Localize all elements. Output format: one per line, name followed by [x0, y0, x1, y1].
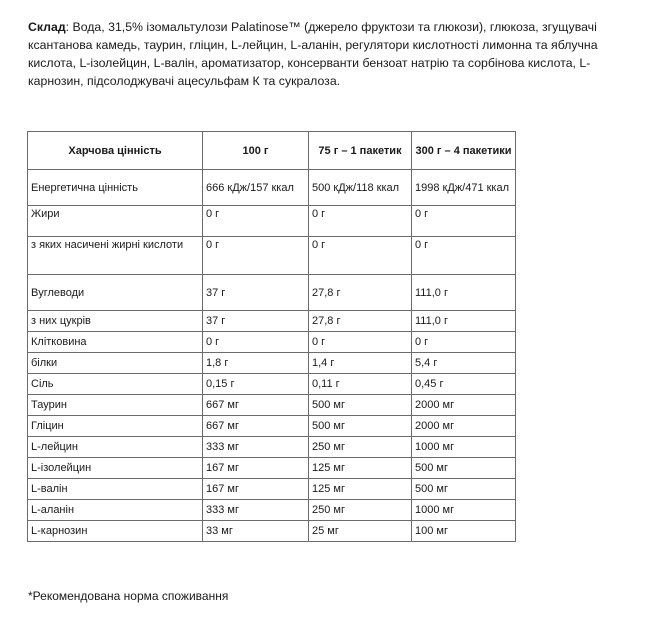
nutrient-value-cell: 1,8 г: [203, 353, 309, 374]
table-row: [28, 275, 516, 311]
nutrient-name-cell: Сіль: [28, 374, 203, 395]
nutrient-name-cell: L-аланін: [28, 500, 203, 521]
nutrient-value-cell: 27,8 г: [309, 311, 412, 332]
table-row: [28, 311, 516, 332]
nutrient-value-cell: 250 мг: [309, 437, 412, 458]
nutrient-value-cell: 667 мг: [203, 416, 309, 437]
nutrient-value-cell: 333 мг: [203, 437, 309, 458]
nutrient-value-cell: 1,4 г: [309, 353, 412, 374]
nutrition-table-body: [28, 170, 516, 542]
nutrient-name-cell: з яких насичені жирні кислоти: [28, 237, 203, 275]
nutrient-name-cell: білки: [28, 353, 203, 374]
table-row: [28, 500, 516, 521]
nutrient-value-cell: 37 г: [203, 311, 309, 332]
nutrient-value-cell: 0,15 г: [203, 374, 309, 395]
nutrition-table: [27, 131, 516, 542]
nutrient-value-cell: 2000 мг: [412, 395, 516, 416]
table-row: [28, 332, 516, 353]
nutrient-value-cell: 0 г: [309, 237, 412, 275]
table-row: [28, 479, 516, 500]
composition-text: [28, 18, 643, 90]
nutrient-name-cell: Енергетична цінність: [28, 170, 203, 206]
table-row: [28, 170, 516, 206]
nutrient-value-cell: 1998 кДж/471 ккал: [412, 170, 516, 206]
nutrient-name-cell: Вуглеводи: [28, 275, 203, 311]
header-per-100g: 100 г: [203, 132, 309, 170]
nutrient-value-cell: 0 г: [309, 332, 412, 353]
nutrient-name-cell: Клітковина: [28, 332, 203, 353]
table-header-row: [28, 132, 516, 170]
table-row: [28, 437, 516, 458]
nutrient-value-cell: 667 мг: [203, 395, 309, 416]
table-row: [28, 374, 516, 395]
nutrient-value-cell: 1000 мг: [412, 500, 516, 521]
nutrient-value-cell: 125 мг: [309, 458, 412, 479]
nutrient-value-cell: 500 мг: [309, 416, 412, 437]
nutrient-value-cell: 250 мг: [309, 500, 412, 521]
nutrient-value-cell: 1000 мг: [412, 437, 516, 458]
nutrient-name-cell: L-лейцин: [28, 437, 203, 458]
nutrient-value-cell: 167 мг: [203, 479, 309, 500]
nutrient-name-cell: L-валін: [28, 479, 203, 500]
nutrient-value-cell: 0 г: [412, 206, 516, 237]
nutrient-name-cell: Жири: [28, 206, 203, 237]
nutrient-value-cell: 111,0 г: [412, 275, 516, 311]
nutrient-value-cell: 0 г: [309, 206, 412, 237]
nutrient-value-cell: 2000 мг: [412, 416, 516, 437]
table-row: [28, 521, 516, 542]
nutrient-value-cell: 666 кДж/157 ккал: [203, 170, 309, 206]
nutrient-value-cell: 0 г: [412, 237, 516, 275]
nutrient-value-cell: 0 г: [412, 332, 516, 353]
nutrient-value-cell: 27,8 г: [309, 275, 412, 311]
nutrient-value-cell: 167 мг: [203, 458, 309, 479]
nutrient-value-cell: 500 кДж/118 ккал: [309, 170, 412, 206]
nutrient-value-cell: 111,0 г: [412, 311, 516, 332]
nutrient-value-cell: 500 мг: [412, 458, 516, 479]
nutrient-value-cell: 0,45 г: [412, 374, 516, 395]
nutrient-value-cell: 0,11 г: [309, 374, 412, 395]
nutrient-name-cell: Гліцин: [28, 416, 203, 437]
nutrient-name-cell: з них цукрів: [28, 311, 203, 332]
table-row: [28, 458, 516, 479]
nutrient-value-cell: 37 г: [203, 275, 309, 311]
nutrient-value-cell: 500 мг: [412, 479, 516, 500]
nutrient-value-cell: 5,4 г: [412, 353, 516, 374]
header-per-sachet: 75 г – 1 пакетик: [309, 132, 412, 170]
nutrient-name-cell: Таурин: [28, 395, 203, 416]
composition-ingredients: : Вода, 31,5% ізомальтулози Palatinose™ (джерело фруктози та глюкози), глюкоза, згущувачі ксантанова камедь, таурин, гліцин, L-лейцин, L-аланін, регулятори кислотності лимонна та яблучна кислота, L-ізолейцин, L-валін, ароматизатор, консерванти бензоат натрію та сорбінова кислота, L-карнозин, підсолоджувачі ацесульфам К та сукралоза.: [28, 20, 598, 88]
nutrient-value-cell: 125 мг: [309, 479, 412, 500]
nutrient-name-cell: L-карнозин: [28, 521, 203, 542]
nutrient-value-cell: 25 мг: [309, 521, 412, 542]
composition-label: Склад: [28, 20, 66, 34]
footnote: *Рекомендована норма споживання: [28, 589, 229, 603]
table-row: [28, 206, 516, 237]
table-row: [28, 237, 516, 275]
nutrient-value-cell: 100 мг: [412, 521, 516, 542]
nutrient-value-cell: 333 мг: [203, 500, 309, 521]
nutrient-value-cell: 500 мг: [309, 395, 412, 416]
nutrient-name-cell: L-ізолейцин: [28, 458, 203, 479]
table-row: [28, 353, 516, 374]
nutrient-value-cell: 0 г: [203, 237, 309, 275]
table-row: [28, 416, 516, 437]
header-per-4-sachets: 300 г – 4 пакетики: [412, 132, 516, 170]
nutrient-value-cell: 33 мг: [203, 521, 309, 542]
nutrient-value-cell: 0 г: [203, 206, 309, 237]
table-row: [28, 395, 516, 416]
header-nutrition-value: Харчова цінність: [28, 132, 203, 170]
nutrient-value-cell: 0 г: [203, 332, 309, 353]
